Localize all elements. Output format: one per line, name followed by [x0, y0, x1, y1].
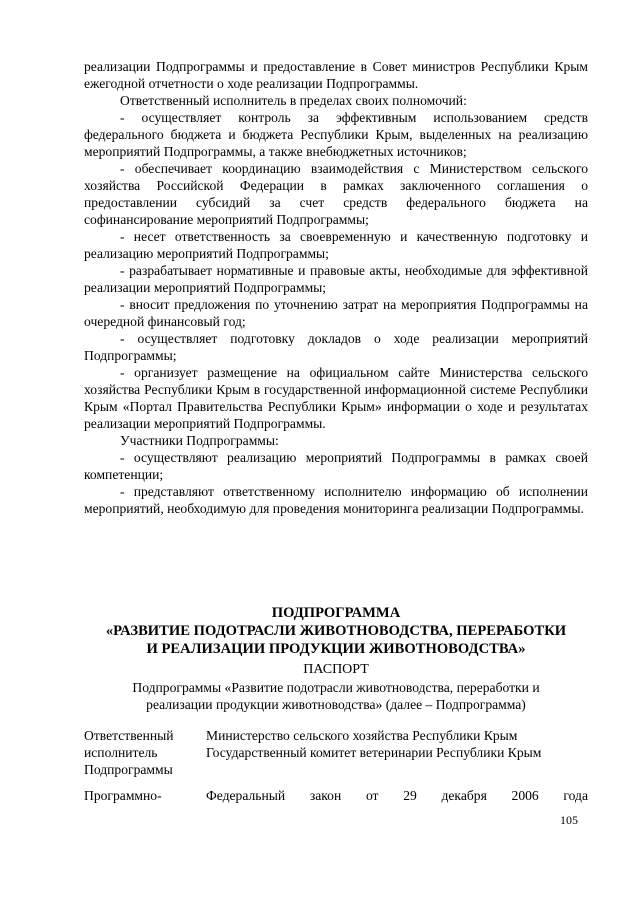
- passport-subtitle: [84, 679, 588, 713]
- heading-line-2: «РАЗВИТИЕ ПОДОТРАСЛИ ЖИВОТНОВОДСТВА, ПЕРЕРАБОТКИ: [105, 623, 567, 639]
- paragraph-6: - разрабатывает нормативные и правовые акты, необходимые для эффективной реализации мероприятий Подпрограммы;: [84, 263, 588, 295]
- body-text: [84, 58, 588, 517]
- value-word: Федеральный: [206, 788, 286, 803]
- row-label-line: исполнитель: [84, 745, 158, 760]
- paragraph-12: - представляют ответственному исполнителю информацию об исполнении мероприятий, необходимую для проведения мониторинга реализации Подпрограммы.: [84, 484, 588, 516]
- paragraph-9: - организует размещение на официальном сайте Министерства сельского хозяйства Республики Крым в государственной информационной системе Республики Крым «Портал Правительства Республики Крым» информации о ходе и результатах реализации мероприятий Подпрограммы.: [84, 365, 588, 431]
- value-word: декабря: [441, 788, 487, 803]
- row-value: [206, 727, 588, 761]
- row-label: Программно-: [84, 788, 162, 803]
- heading-line-1: ПОДПРОГРАММА: [271, 605, 401, 621]
- row-label-line: Подпрограммы: [84, 762, 173, 777]
- passport-title: ПАСПОРТ: [303, 662, 369, 677]
- value-word: 2006: [511, 788, 539, 803]
- row-value: [206, 787, 588, 804]
- row-value-line: Министерство сельского хозяйства Республики Крым: [206, 728, 518, 743]
- subprogram-heading: [84, 604, 588, 658]
- paragraph-7: - вносит предложения по уточнению затрат на мероприятия Подпрограммы на очередной финансовый год;: [84, 297, 588, 329]
- paragraph-10: Участники Подпрограммы:: [120, 433, 279, 448]
- passport-row-responsible: [84, 727, 588, 781]
- value-word: от: [365, 788, 379, 803]
- heading-line-3: И РЕАЛИЗАЦИИ ПРОДУКЦИИ ЖИВОТНОВОДСТВА»: [146, 641, 526, 657]
- paragraph-3: - осуществляет контроль за эффективным использованием средств федерального бюджета и бюджета Республики Крым, выделенных на реализацию мероприятий Подпрограммы, а также внебюджетных источников;: [84, 110, 588, 159]
- paragraph-1: реализации Подпрограммы и предоставление в Совет министров Республики Крым ежегодной отчетности о ходе реализации Подпрограммы.: [84, 59, 588, 91]
- passport-subtitle-line-2: реализации продукции животноводства» (далее – Подпрограмма): [146, 697, 526, 712]
- paragraph-2: Ответственный исполнитель в пределах своих полномочий:: [120, 93, 467, 108]
- value-word: года: [563, 788, 588, 803]
- passport-subtitle-line-1: Подпрограммы «Развитие подотрасли животноводства, переработки и: [132, 680, 540, 695]
- paragraph-5: - несет ответственность за своевременную и качественную подготовку и реализацию мероприятий Подпрограммы;: [84, 229, 588, 261]
- paragraph-11: - осуществляют реализацию мероприятий Подпрограммы в рамках своей компетенции;: [84, 450, 588, 482]
- passport-row-program: [84, 787, 588, 805]
- row-label: [84, 727, 200, 778]
- value-word: 29: [403, 788, 417, 803]
- row-value-line: Государственный комитет ветеринарии Республики Крым: [206, 745, 542, 760]
- paragraph-8: - осуществляет подготовку докладов о ходе реализации мероприятий Подпрограммы;: [84, 331, 588, 363]
- value-word: закон: [309, 788, 342, 803]
- paragraph-4: - обеспечивает координацию взаимодействия с Министерством сельского хозяйства Российской Федерации в рамках заключенного соглашения о предоставлении субсидий за счет средств федерального бюджета на софинансирование мероприятий Подпрограммы;: [84, 161, 588, 227]
- row-label-line: Ответственный: [84, 728, 174, 743]
- page-number: 105: [560, 813, 578, 827]
